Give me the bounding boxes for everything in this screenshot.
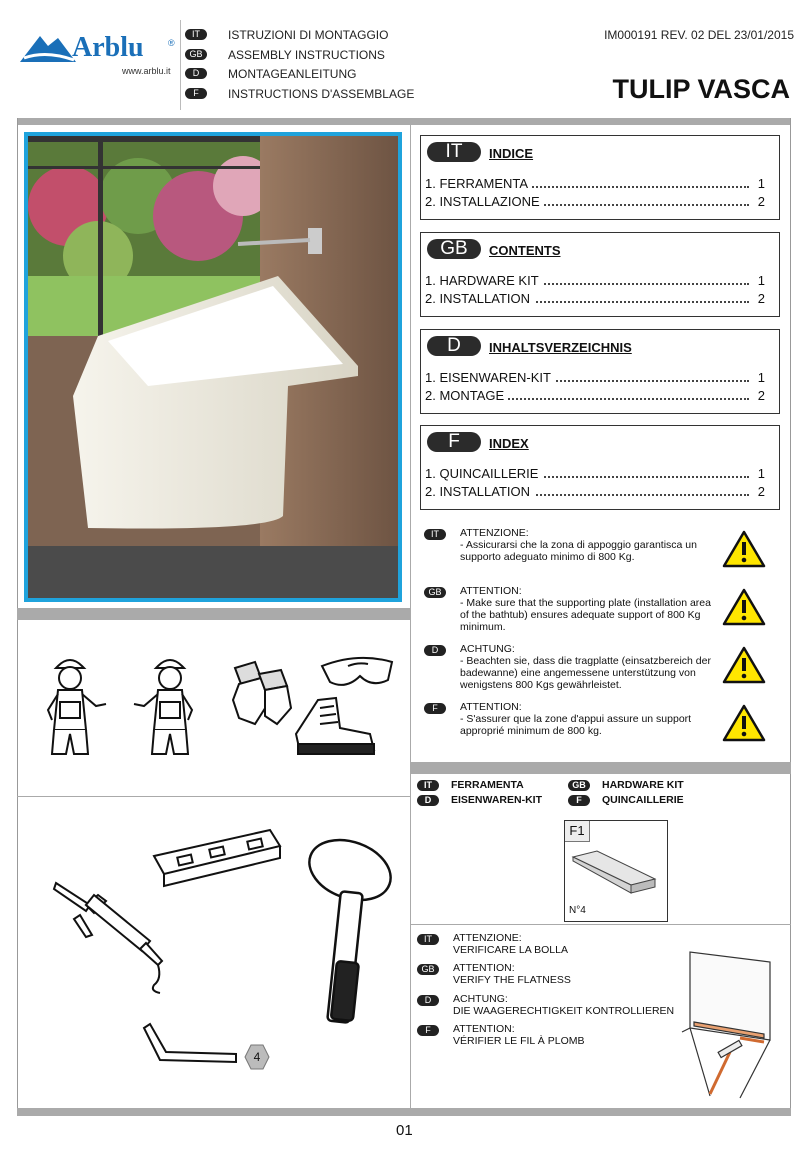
warning-heading: ATTENTION: — [460, 701, 522, 713]
lang-badge: GB — [417, 964, 439, 975]
lang-badge: D — [417, 995, 439, 1006]
flatness-text: VERIFY THE FLATNESS — [453, 974, 571, 986]
warning-text: - Beachten sie, dass die tragplatte (einsatzbereich der badewanne) eine angemessene unterstützung von wenigstens 800 Kgs gewährleistet. — [460, 655, 711, 691]
index-box-it — [420, 135, 780, 220]
flatness-text: DIE WAAGERECHTIGKEIT KONTROLLIEREN — [453, 1005, 675, 1017]
part-quantity: N°4 — [569, 905, 586, 916]
lang-badge: F — [185, 88, 207, 99]
lang-badge: GB — [568, 780, 590, 791]
flatness-heading: ATTENZIONE: — [453, 932, 522, 944]
warning-triangle-icon — [722, 646, 766, 684]
hardware-label-text: QUINCAILLERIE — [602, 794, 684, 806]
lang-badge: F — [568, 795, 590, 806]
index-row-label: 1. EISENWAREN-KIT — [425, 370, 555, 385]
silicone-gun-icon — [50, 875, 180, 995]
product-photo — [24, 132, 402, 602]
warning-heading: ACHTUNG: — [460, 643, 515, 655]
brand-website: www.arblu.it — [122, 66, 171, 76]
product-title: TULIP VASCA — [612, 74, 790, 104]
index-box-d — [420, 329, 780, 414]
index-row-page: 1 — [757, 273, 765, 288]
warning-lang-badge: D — [424, 645, 446, 656]
flatness-text: VÉRIFIER LE FIL À PLOMB — [453, 1035, 585, 1047]
lang-badge: IT — [417, 934, 439, 945]
index-row-label: 1. HARDWARE KIT — [425, 273, 543, 288]
index-row-label: 1. QUINCAILLERIE — [425, 466, 542, 481]
allen-key-quantity-badge — [244, 1044, 270, 1070]
index-row[interactable] — [425, 194, 771, 210]
gloves-icon — [225, 658, 295, 730]
warning-heading: ATTENTION: — [460, 585, 522, 597]
hardware-label-text: EISENWAREN-KIT — [451, 794, 543, 806]
two-workers-icon — [40, 650, 220, 765]
hardware-label-text: HARDWARE KIT — [602, 779, 684, 791]
doc-reference: IM000191 REV. 02 DEL 23/01/2015 — [604, 28, 794, 42]
index-title: INHALTSVERZEICHNIS — [489, 340, 632, 355]
brand-logo — [18, 28, 178, 78]
index-row-page: 2 — [757, 291, 765, 306]
flatness-text: VERIFICARE LA BOLLA — [453, 944, 568, 956]
index-lang-badge: IT — [427, 142, 481, 162]
index-row-label: 2. INSTALLATION — [425, 291, 534, 306]
index-row[interactable] — [425, 291, 771, 307]
lang-badge: D — [417, 795, 439, 806]
lang-badge: GB — [185, 49, 207, 60]
safety-boots-icon — [290, 694, 380, 762]
index-row-page: 1 — [757, 466, 765, 481]
brand-name: Arblu — [72, 32, 144, 63]
right-divider-2 — [410, 924, 791, 925]
index-lang-badge: GB — [427, 239, 481, 259]
brand-registered: ® — [168, 38, 175, 48]
flatness-heading: ATTENTION: — [453, 962, 515, 974]
index-row[interactable] — [425, 273, 771, 289]
index-row-page: 2 — [757, 484, 765, 499]
warning-text: - Assicurarsi che la zona di appoggio garantisca un supporto adeguato minimo di 800 Kg. — [460, 539, 697, 563]
warning-text: - Make sure that the supporting plate (installation area of the bathtub) ensures adequate support of 800 Kg minimum. — [460, 597, 711, 633]
allen-key-quantity: 4 — [253, 1050, 261, 1064]
lang-badge: D — [185, 68, 207, 79]
index-title: INDICE — [489, 146, 534, 161]
lang-badge: F — [417, 1025, 439, 1036]
warning-heading: ATTENZIONE: — [460, 527, 529, 539]
index-title: INDEX — [489, 436, 529, 451]
index-row-page: 1 — [757, 370, 765, 385]
left-divider-2 — [17, 796, 411, 797]
warning-triangle-icon — [722, 588, 766, 626]
index-row[interactable] — [425, 484, 771, 500]
index-row[interactable] — [425, 370, 771, 386]
flatness-heading: ATTENTION: — [453, 1023, 515, 1035]
right-divider-1 — [410, 762, 791, 774]
wedge-shim-icon — [567, 843, 667, 903]
wave-icon — [18, 32, 78, 68]
warning-text: - S'assurer que la zone d'appui assure un support approprié minimum de 800 kg. — [460, 713, 692, 737]
lang-badge: IT — [417, 780, 439, 791]
page-frame-right — [790, 118, 791, 1116]
index-box-gb — [420, 232, 780, 317]
lang-label: ISTRUZIONI DI MONTAGGIO — [228, 28, 389, 42]
index-row[interactable] — [425, 466, 771, 482]
page-frame-top — [17, 118, 791, 125]
allen-key-icon — [140, 1022, 240, 1066]
goggles-icon — [318, 650, 396, 692]
rubber-mallet-icon — [300, 830, 400, 1026]
index-row-page: 2 — [757, 194, 765, 209]
index-title: CONTENTS — [489, 243, 561, 258]
index-lang-badge: F — [427, 432, 481, 452]
index-row-label: 1. FERRAMENTA — [425, 176, 532, 191]
index-row-label: 2. INSTALLAZIONE — [425, 194, 544, 209]
floor-level-diagram — [680, 948, 786, 1102]
part-f1-box — [564, 820, 668, 922]
lang-label: MONTAGEANLEITUNG — [228, 67, 357, 81]
index-row-page: 2 — [757, 388, 765, 403]
lang-label: INSTRUCTIONS D'ASSEMBLAGE — [228, 87, 415, 101]
warning-lang-badge: F — [424, 703, 446, 714]
index-lang-badge: D — [427, 336, 481, 356]
part-code: F1 — [565, 821, 590, 842]
flatness-heading: ACHTUNG: — [453, 993, 508, 1005]
left-divider-1 — [17, 608, 411, 620]
warning-lang-badge: IT — [424, 529, 446, 540]
index-row-label: 2. INSTALLATION — [425, 484, 534, 499]
index-row-page: 1 — [757, 176, 765, 191]
index-box-f — [420, 425, 780, 510]
warning-lang-badge: GB — [424, 587, 446, 598]
page-frame-bottom — [17, 1108, 791, 1116]
hardware-label-text: FERRAMENTA — [451, 779, 524, 791]
index-row[interactable] — [425, 388, 771, 404]
index-row[interactable] — [425, 176, 771, 192]
index-row-label: 2. MONTAGE — [425, 388, 508, 403]
lang-label: ASSEMBLY INSTRUCTIONS — [228, 48, 385, 62]
warning-triangle-icon — [722, 704, 766, 742]
lang-badge: IT — [185, 29, 207, 40]
warning-triangle-icon — [722, 530, 766, 568]
page-number: 01 — [396, 1122, 413, 1139]
header-divider — [180, 20, 181, 110]
